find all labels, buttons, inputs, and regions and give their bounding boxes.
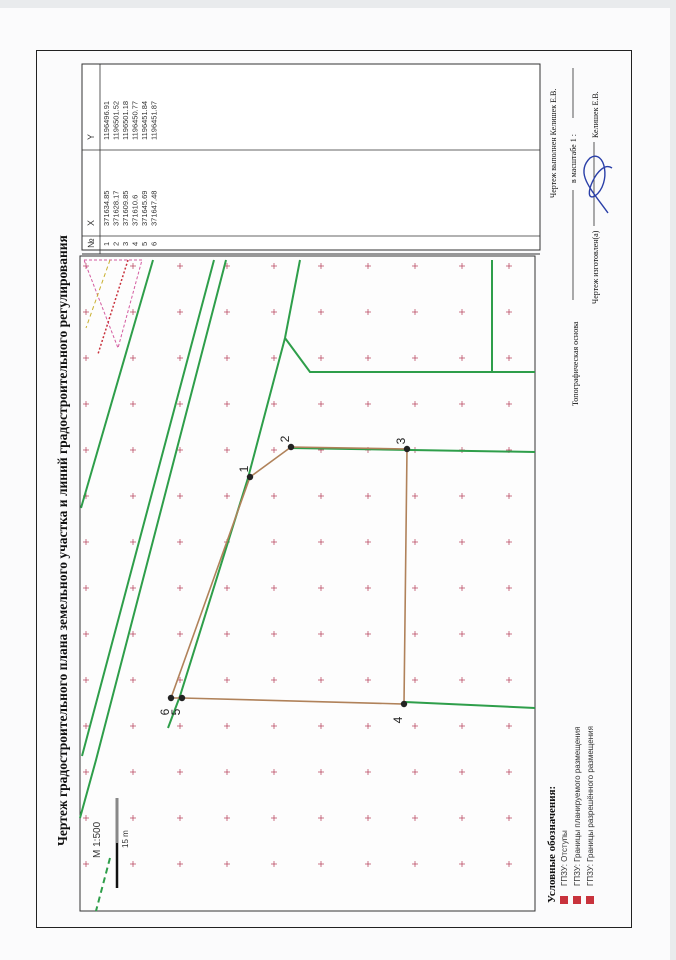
- plot-point-label: 4: [391, 716, 405, 724]
- table-cell-number: 6: [149, 241, 159, 246]
- legend-item-label: ГПЗУ: Границы планируемого размещения: [573, 726, 582, 886]
- legend-item-label: ГПЗУ: Отступы: [560, 830, 569, 886]
- legend-swatch: [586, 896, 594, 904]
- legend-item-label: ГПЗУ: Границы разрешённого размещения: [586, 726, 595, 886]
- table-cell-y: 1196451.84: [140, 100, 149, 140]
- document-sheet: [0, 8, 670, 960]
- table-cell-x: 371634.85: [102, 190, 111, 226]
- table-cell-number: 2: [111, 241, 121, 246]
- drawing-canvas: [0, 8, 676, 960]
- scale-label: М 1:500: [92, 821, 103, 858]
- plot-point-label: 3: [394, 437, 408, 445]
- table-cell-number: 4: [130, 241, 140, 246]
- table-cell-number: 1: [102, 241, 111, 246]
- table-cell-x: 371628.17: [111, 190, 121, 226]
- legend-swatch: [560, 896, 568, 904]
- table-header-x: X: [86, 219, 96, 226]
- table-cell-x: 371609.85: [121, 190, 130, 226]
- drawn-by: Чертеж выполнен Келишек Е.В.: [549, 88, 558, 198]
- table-header-number: №: [86, 238, 96, 248]
- plot-point-label: 6: [158, 708, 172, 716]
- table-cell-number: 5: [140, 241, 149, 246]
- legend-swatch: [573, 896, 581, 904]
- plot-point-label: 5: [169, 708, 183, 716]
- table-cell-x: 371610.6: [130, 194, 140, 226]
- signature-block: [549, 68, 612, 406]
- table-cell-y: 1196450.77: [130, 100, 140, 140]
- plot-point-marker: [404, 446, 410, 452]
- coordinates-table: [82, 64, 540, 254]
- table-cell-y: 1196501.52: [111, 100, 121, 140]
- legend: [546, 726, 595, 904]
- plot-point-marker: [401, 701, 407, 707]
- table-cell-x: 371647.48: [149, 190, 159, 226]
- plot-point-label: 1: [237, 465, 251, 473]
- document-title: Чертеж градостроительного плана земельного участка и линий градостроительного регулирования: [55, 235, 70, 846]
- legend-title: Условные обозначения:: [546, 785, 558, 903]
- plot-point-marker: [168, 695, 174, 701]
- plot-point-marker: [179, 695, 185, 701]
- table-cell-number: 3: [121, 241, 130, 246]
- map-area: [80, 256, 535, 911]
- plot-point-marker: [247, 474, 253, 480]
- table-cell-y: 1196501.18: [121, 100, 130, 140]
- handwritten-signature: [584, 156, 612, 213]
- table-header-y: Y: [86, 133, 96, 140]
- table-cell-y: 1196496.91: [102, 100, 111, 140]
- table-cell-x: 371645.69: [140, 190, 149, 226]
- prepared-name: Келишек Е.В.: [591, 91, 600, 138]
- topo-base: Топографическая основа: [571, 321, 580, 406]
- prepared-by: Чертеж изготовлен(а): [591, 230, 600, 304]
- table-cell-y: 1196451.87: [149, 100, 159, 140]
- scale-bar-label: 15 m: [121, 830, 130, 848]
- scale-field: в масштабе 1 :: [569, 134, 578, 183]
- plot-point-label: 2: [278, 435, 292, 443]
- plot-point-marker: [288, 444, 294, 450]
- map-border: [80, 256, 535, 911]
